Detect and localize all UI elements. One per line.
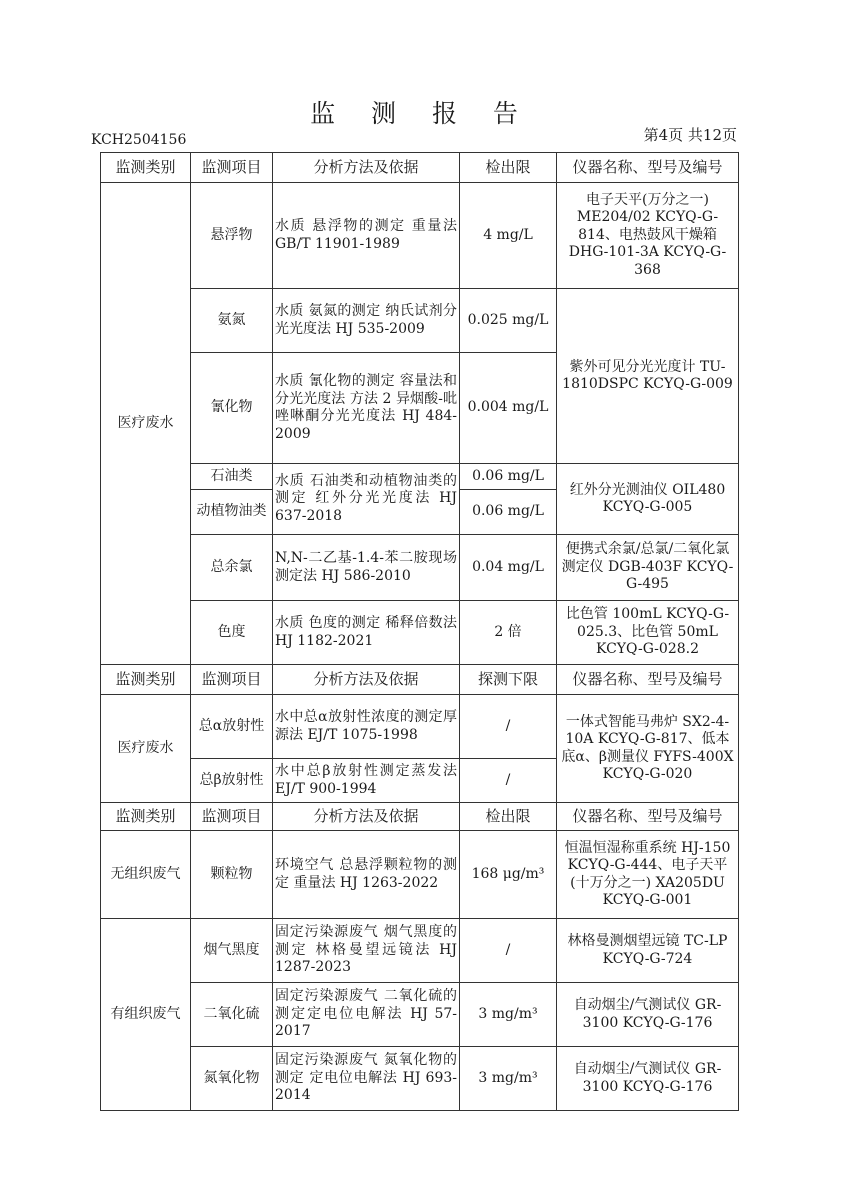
item-cell: 烟气黑度 [191,919,273,983]
instrument-cell: 自动烟尘/气测试仪 GR-3100 KCYQ-G-176 [557,1047,739,1111]
table-row [101,183,739,289]
instrument-cell: 电子天平(万分之一) ME204/02 KCYQ-G-814、电热鼓风干燥箱 DHG-101-3A KCYQ-G-368 [557,183,739,289]
method-cell: 水中总β放射性测定蒸发法 EJ/T 900-1994 [273,759,460,803]
table-row [101,289,739,353]
instrument-cell: 比色管 100mL KCYQ-G-025.3、比色管 50mL KCYQ-G-028.2 [557,601,739,665]
limit-cell: 0.04 mg/L [460,535,557,601]
header-limit: 探测下限 [460,665,557,695]
item-cell: 色度 [191,601,273,665]
header-limit: 检出限 [460,803,557,831]
method-cell: 固定污染源废气 氮氧化物的测定 定电位电解法 HJ 693-2014 [273,1047,460,1111]
limit-cell: 0.06 mg/L [460,464,557,490]
header-method: 分析方法及依据 [273,803,460,831]
monitoring-method-table [100,152,739,1111]
instrument-cell: 红外分光测油仪 OIL480 KCYQ-G-005 [557,464,739,535]
limit-cell: 0.025 mg/L [460,289,557,353]
report-number: KCH2504156 [91,132,187,148]
instrument-cell: 自动烟尘/气测试仪 GR-3100 KCYQ-G-176 [557,983,739,1047]
instrument-cell: 便携式余氯/总氯/二氧化氯测定仪 DGB-403F KCYQ-G-495 [557,535,739,601]
category-cell: 医疗废水 [101,183,191,665]
table-row [101,601,739,665]
limit-cell: 4 mg/L [460,183,557,289]
limit-cell: / [460,695,557,759]
limit-cell: 0.06 mg/L [460,490,557,535]
page-number: 第4页 共12页 [643,126,737,144]
method-cell: 固定污染源废气 烟气黑度的测定 林格曼望远镜法 HJ 1287-2023 [273,919,460,983]
item-cell: 氰化物 [191,353,273,464]
header-instrument: 仪器名称、型号及编号 [557,803,739,831]
method-cell: 水中总α放射性浓度的测定厚源法 EJ/T 1075-1998 [273,695,460,759]
header-category: 监测类别 [101,153,191,183]
table-row [101,983,739,1047]
table-row [101,1047,739,1111]
method-cell: 固定污染源废气 二氧化硫的测定定电位电解法 HJ 57-2017 [273,983,460,1047]
header-item: 监测项目 [191,665,273,695]
table-header-row [101,153,739,183]
category-cell: 医疗废水 [101,695,191,803]
method-cell: N,N-二乙基-1.4-苯二胺现场测定法 HJ 586-2010 [273,535,460,601]
method-cell: 水质 氰化物的测定 容量法和分光光度法 方法 2 异烟酸-吡唑啉酮分光光度法 HJ 484-2009 [273,353,460,464]
limit-cell: / [460,919,557,983]
item-cell: 总α放射性 [191,695,273,759]
item-cell: 石油类 [191,464,273,490]
method-cell: 水质 色度的测定 稀释倍数法 HJ 1182-2021 [273,601,460,665]
instrument-cell: 恒温恒湿称重系统 HJ-150 KCYQ-G-444、电子天平(十万分之一) XA205DU KCYQ-G-001 [557,831,739,919]
item-cell: 总余氯 [191,535,273,601]
table-header-row [101,803,739,831]
instrument-cell: 一体式智能马弗炉 SX2-4-10A KCYQ-G-817、低本底α、β测量仪 FYFS-400X KCYQ-G-020 [557,695,739,803]
header-instrument: 仪器名称、型号及编号 [557,665,739,695]
instrument-cell: 林格曼测烟望远镜 TC-LP KCYQ-G-724 [557,919,739,983]
item-cell: 动植物油类 [191,490,273,535]
header-category: 监测类别 [101,803,191,831]
table-row [101,695,739,759]
category-cell: 无组织废气 [101,831,191,919]
limit-cell: 3 mg/m³ [460,1047,557,1111]
method-cell: 水质 石油类和动植物油类的测定 红外分光光度法 HJ 637-2018 [273,464,460,535]
header-category: 监测类别 [101,665,191,695]
limit-cell: 2 倍 [460,601,557,665]
table-row [101,464,739,490]
instrument-cell: 紫外可见分光光度计 TU-1810DSPC KCYQ-G-009 [557,289,739,464]
item-cell: 总β放射性 [191,759,273,803]
header-method: 分析方法及依据 [273,665,460,695]
header-method: 分析方法及依据 [273,153,460,183]
item-cell: 颗粒物 [191,831,273,919]
header-item: 监测项目 [191,153,273,183]
category-cell: 有组织废气 [101,919,191,1111]
header-limit: 检出限 [460,153,557,183]
limit-cell: / [460,759,557,803]
table-row [101,535,739,601]
limit-cell: 0.004 mg/L [460,353,557,464]
header-item: 监测项目 [191,803,273,831]
item-cell: 悬浮物 [191,183,273,289]
method-cell: 环境空气 总悬浮颗粒物的测定 重量法 HJ 1263-2022 [273,831,460,919]
method-cell: 水质 氨氮的测定 纳氏试剂分光光度法 HJ 535-2009 [273,289,460,353]
item-cell: 氮氧化物 [191,1047,273,1111]
limit-cell: 168 μg/m³ [460,831,557,919]
table-header-row [101,665,739,695]
table-row [101,919,739,983]
item-cell: 二氧化硫 [191,983,273,1047]
limit-cell: 3 mg/m³ [460,983,557,1047]
header-instrument: 仪器名称、型号及编号 [557,153,739,183]
table-row [101,831,739,919]
page-title: 监 测 报 告 [310,99,532,128]
method-cell: 水质 悬浮物的测定 重量法 GB/T 11901-1989 [273,183,460,289]
item-cell: 氨氮 [191,289,273,353]
